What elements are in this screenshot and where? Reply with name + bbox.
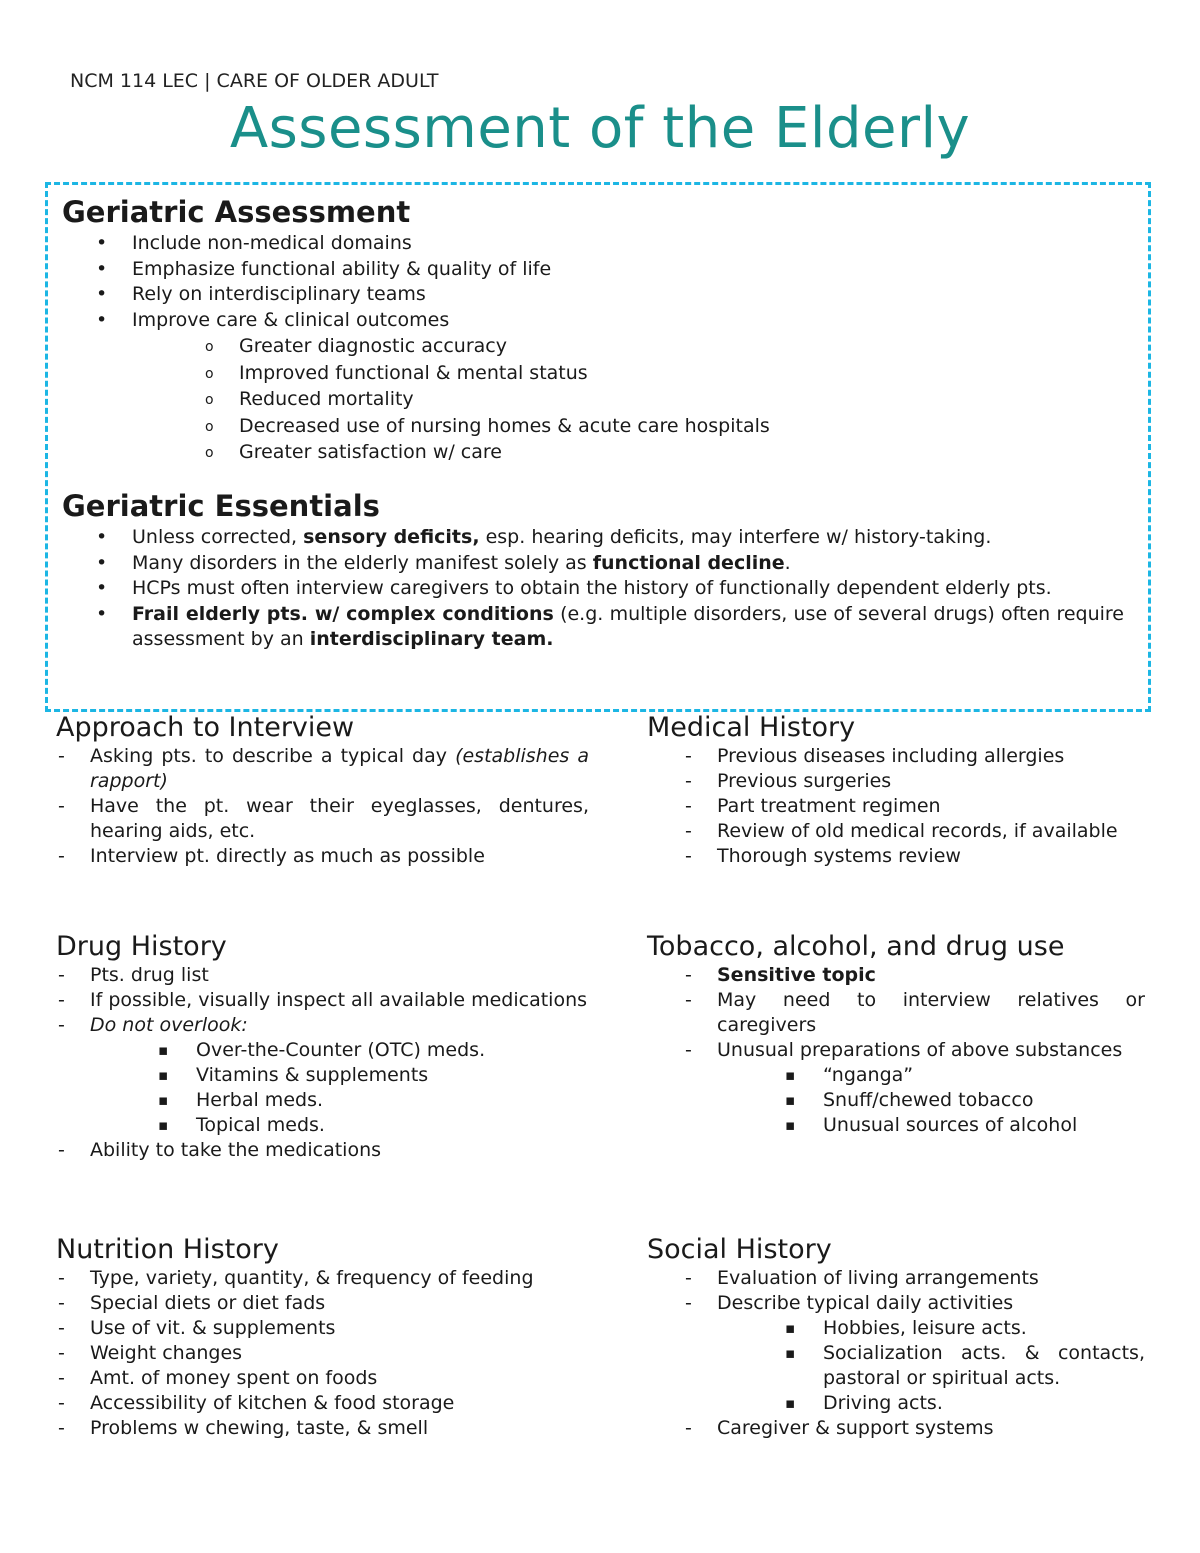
list-item [56,744,589,794]
list-item: - Accessibility of kitchen & food storage [56,1391,589,1416]
sub-list-item: o Greater satisfaction w/ care [48,439,1138,466]
list-item: - Interview pt. directly as much as possible [56,844,589,869]
sub-list-item: o Greater diagnostic accuracy [48,333,1138,360]
medical-list [647,744,1145,869]
text: Unless corrected, [132,526,304,548]
bold-text: sensory deficits, [303,526,480,548]
list-item: - Use of vit. & supplements [56,1316,589,1341]
list-item: - Ability to take the medications [56,1138,589,1163]
list-item: - Thorough systems review [647,844,1145,869]
list-item: - Amt. of money spent on foods [56,1366,589,1391]
list-item [647,1038,1145,1138]
list-item [48,525,1138,551]
sub-list-item: o Decreased use of nursing homes & acute care hospitals [48,413,1138,440]
list-item [56,1013,589,1138]
list-item: - Have the pt. wear their eyeglasses, dentures, hearing aids, etc. [56,794,589,844]
list-item [647,1291,1145,1416]
nutrition-section [56,1234,589,1441]
list-item: - Pts. drug list [56,963,589,988]
list-item-text: Improve care & clinical outcomes [132,308,450,331]
italic-text: Do not overlook: [90,1014,248,1036]
list-item: - If possible, visually inspect all available medications [56,988,589,1013]
list-item [647,963,1145,988]
sub-list-item: ▪ Over-the-Counter (OTC) meds. [56,1038,589,1063]
list-item: - Review of old medical records, if available [647,819,1145,844]
sub-list-item: ▪ Driving acts. [647,1391,1145,1416]
tobacco-list [647,963,1145,1138]
list-item: • HCPs must often interview caregivers to obtain the history of functionally dependent elderly pts. [48,576,1138,602]
geriatric-box [45,182,1151,712]
tobacco-title: Tobacco, alcohol, and drug use [647,931,1065,962]
sub-list-item: ▪ Vitamins & supplements [56,1063,589,1088]
text: (e.g. multiple disorders, use of several drugs) often require assessment by an [132,602,1124,650]
sub-list-item: ▪ Topical meds. [56,1113,589,1138]
social-section [647,1234,1145,1441]
geriatric-assessment-title: Geriatric Assessment [62,195,411,229]
outcomes-sublist [132,333,1138,466]
list-item: - Special diets or diet fads [56,1291,589,1316]
list-item: - Previous surgeries [647,769,1145,794]
text: Many disorders in the elderly manifest solely as [132,551,593,574]
text: Unusual preparations of above substances [717,1039,1123,1061]
tobacco-section [647,931,1145,1138]
sub-list-item: o Improved functional & mental status [48,360,1138,387]
bold-text: Frail elderly pts. w/ complex conditions [132,602,554,625]
drug-section [56,931,589,1163]
tobacco-sublist [717,1063,1145,1138]
sub-list-item: ▪ Unusual sources of alcohol [647,1113,1145,1138]
list-item [48,308,1138,466]
text: Asking pts. to describe a typical day [90,745,448,767]
social-sublist [717,1316,1145,1416]
approach-title: Approach to Interview [56,712,355,743]
sub-list-item: ▪ Socialization acts. & contacts, pastoral or spiritual acts. [647,1341,1145,1391]
italic-text: (establishes a rapport) [90,745,589,792]
list-item: • Include non-medical domains [48,231,1138,257]
social-list [647,1266,1145,1441]
sub-list-item: ▪ “nganga” [647,1063,1145,1088]
approach-section [56,712,589,869]
bold-text: interdisciplinary team. [309,628,554,650]
list-item: - Problems w chewing, taste, & smell [56,1416,589,1441]
sub-list-item: ▪ Hobbies, leisure acts. [647,1316,1145,1341]
geriatric-essentials-list [48,525,1138,653]
social-title: Social History [647,1234,832,1265]
approach-list [56,744,589,869]
bold-text: functional decline [592,551,785,574]
geriatric-assessment-list [48,231,1138,466]
nutrition-title: Nutrition History [56,1234,279,1265]
list-item: - Previous diseases including allergies [647,744,1145,769]
list-item: - Evaluation of living arrangements [647,1266,1145,1291]
list-item: - May need to interview relatives or caregivers [647,988,1145,1038]
list-item [48,602,1138,653]
page-title: Assessment of the Elderly [229,96,971,161]
list-item: - Weight changes [56,1341,589,1366]
text: . [784,551,791,574]
sub-list-item: ▪ Snuff/chewed tobacco [647,1088,1145,1113]
list-item: • Emphasize functional ability & quality of life [48,257,1138,283]
sub-list-item: ▪ Herbal meds. [56,1088,589,1113]
drug-title: Drug History [56,931,227,962]
medical-title: Medical History [647,712,856,743]
list-item: - Type, variety, quantity, & frequency of feeding [56,1266,589,1291]
course-header: NCM 114 LEC | CARE OF OLDER ADULT [70,70,439,92]
list-item: • Rely on interdisciplinary teams [48,282,1138,308]
list-item [48,551,1138,577]
drug-list [56,963,589,1163]
medical-section [647,712,1145,869]
sub-list-item: o Reduced mortality [48,386,1138,413]
drug-sublist [90,1038,589,1138]
bold-text: Sensitive topic [717,964,876,986]
list-item: - Part treatment regimen [647,794,1145,819]
geriatric-essentials-title: Geriatric Essentials [62,489,380,523]
text: esp. hearing deficits, may interfere w/ history-taking. [479,526,992,548]
text: Describe typical daily activities [717,1292,1014,1314]
list-item: - Caregiver & support systems [647,1416,1145,1441]
nutrition-list [56,1266,589,1441]
